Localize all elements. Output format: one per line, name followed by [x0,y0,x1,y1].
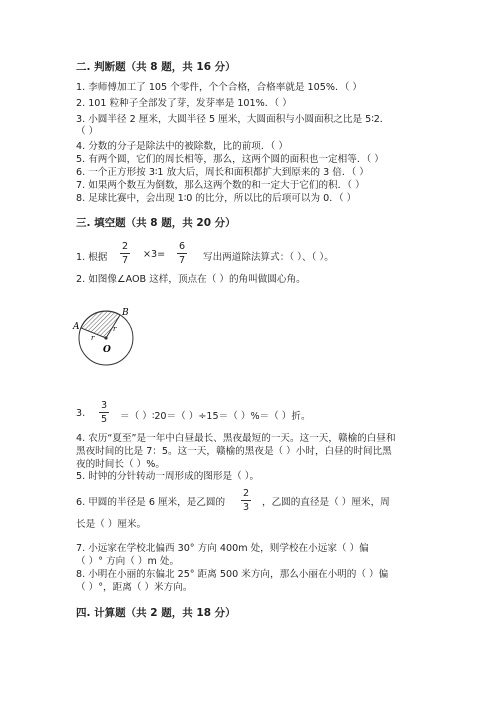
fraction-bar [120,253,130,254]
fraction-bar [177,253,187,254]
q7-line-2: （ ）° 方向（ ）m 处。 [76,556,180,567]
label-a: A [73,322,80,332]
q1-fraction-2-numerator: 6 [178,241,186,252]
q8-line-1: 8. 小明在小丽的东偏北 25° 距离 500 米方向，那么小丽在小明的（ ）偏 [76,569,389,580]
judgement-item-6: 6. 一个正方形按 3∶1 放大后，周长和面积都扩大到原来的 3 倍．（ ） [76,167,369,178]
q7-line-1: 7. 小远家在学校北偏西 30° 方向 400m 处，则学校在小远家（ ）偏 [76,543,369,554]
judgement-item-4: 4. 分数的分子是除法中的被除数，比的前项．（ ） [76,141,288,152]
judgement-item-3-answer: （ ） [76,126,99,137]
section-heading-fill-blank: 三. 填空题（共 8 题，共 20 分） [76,217,236,229]
q1-suffix: 写出两道除法算式：（ ）、（ ）。 [203,252,334,263]
q6-prefix: 6. 甲圆的半径是 6 厘米，是乙圆的 [76,497,226,508]
center-point [104,336,107,339]
section-heading-judgement: 二. 判断题（共 8 题，共 16 分） [76,61,236,73]
judgement-item-2: 2. 101 粒种子全部发了芽，发芽率是 101%．（ ） [76,98,292,109]
section-heading-calculation: 四. 计算题（共 2 题，共 18 分） [76,607,236,619]
q6-fraction-denominator: 3 [242,502,250,513]
q3-suffix: ＝（ ）∶20＝（ ）÷15＝（ ）%＝（ ）折。 [120,411,311,422]
judgement-item-8: 8. 足球比赛中，会出现 1∶0 的比分，所以比的后项可以为 0．（ ） [76,193,357,204]
judgement-item-3: 3. 小圆半径 2 厘米，大圆半径 5 厘米，大圆面积与小圆面积之比是 5∶2． [76,114,390,125]
judgement-item-1: 1. 李师傅加工了 105 个零件，个个合格，合格率就是 105%．（ ） [76,82,362,93]
judgement-item-7: 7. 如果两个数互为倒数，那么这两个数的和一定大于它们的积．（ ） [76,180,365,191]
q1-fraction-1-numerator: 2 [121,241,129,252]
label-o: O [103,345,111,355]
q6-line-2: 长是（ ）厘米。 [76,519,147,530]
q4-line-1: 4. 农历“夏至”是一年中白昼最长、黑夜最短的一天。这一天，赣榆的白昼和 [76,433,396,444]
label-radius-1: r [91,334,95,342]
judgement-item-5: 5. 有两个圆，它们的周长相等，那么，这两个圆的面积也一定相等．（ ） [76,154,384,165]
q2-text: 2. 如图像∠AOB 这样，顶点在（ ）的角叫做圆心角。 [76,274,306,285]
label-b: B [122,308,129,318]
q6-suffix: ，乙圆的直径是（ ）厘米，周 [262,497,390,508]
q6-fraction-numerator: 2 [242,488,250,499]
central-angle-figure [70,306,142,368]
q6-fraction [239,488,253,513]
q3-fraction-numerator: 3 [100,400,108,411]
fraction-bar [99,412,109,413]
label-radius-2: r [113,325,117,333]
q1-fraction-1-denominator: 7 [121,255,129,266]
q3-prefix: 3. [76,408,86,419]
q1-fraction-1 [118,241,132,266]
q3-fraction [97,400,111,425]
q1-middle: ×3= [143,249,166,260]
q1-fraction-2 [175,241,189,266]
q4-line-3: 夜的时间长（ ）%。 [76,459,165,470]
q8-line-2: （ ）°，距离（ ）米方向。 [76,582,193,593]
q4-line-2: 黑夜时间的比是 7：5。这一天，赣榆的黑夜是（ ）小时，白昼的时间比黑 [76,446,392,457]
q3-fraction-denominator: 5 [100,414,108,425]
fraction-bar [241,500,251,501]
q5-text: 5. 时钟的分针转动一周形成的图形是（ ）。 [76,471,260,482]
q1-prefix: 1. 根据 [76,252,108,263]
q1-fraction-2-denominator: 7 [178,255,186,266]
